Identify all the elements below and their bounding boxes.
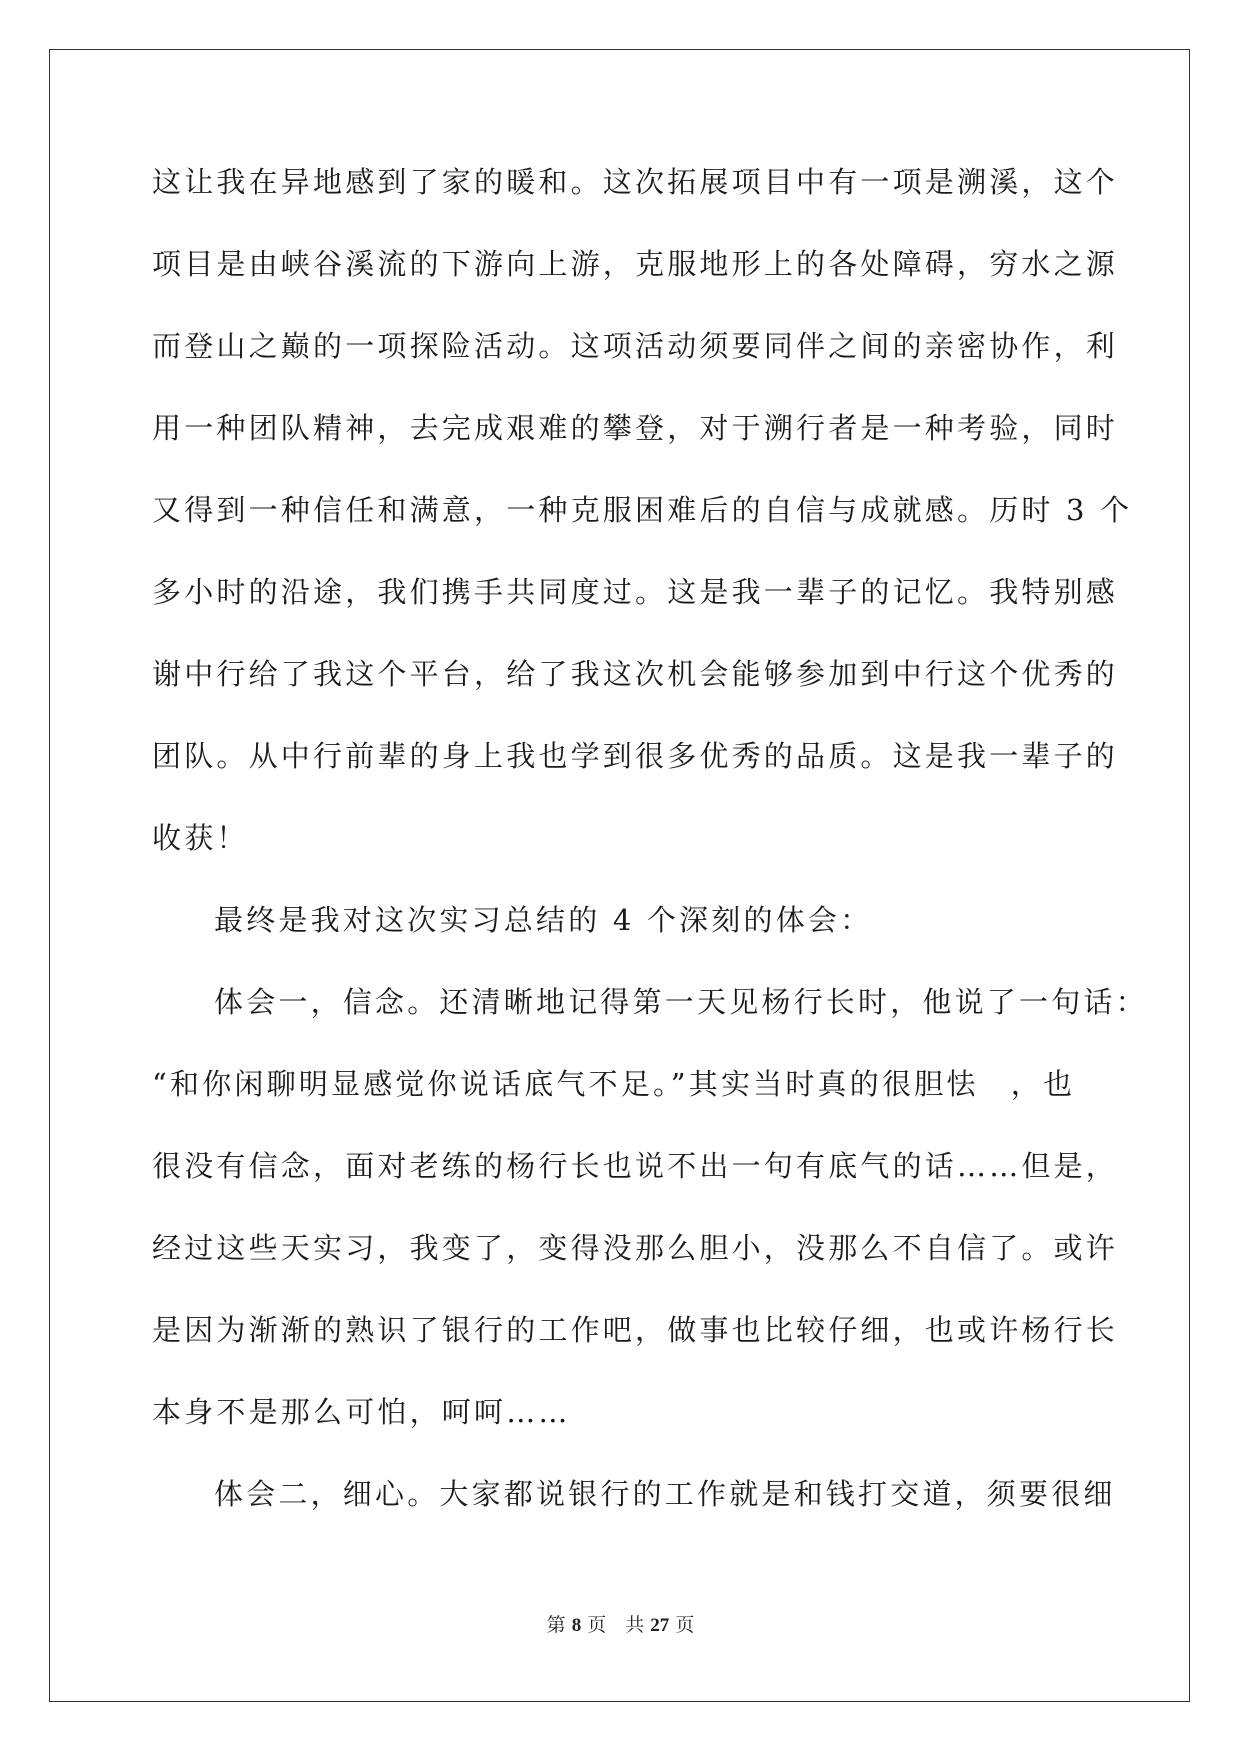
- total-pages-number: 27: [650, 1615, 670, 1636]
- text-line: 本身不是那么可怕，呵呵……: [152, 1395, 571, 1429]
- footer-suffix: 页: [675, 1614, 695, 1636]
- paragraph-start-line: 体会二，细心。大家都说银行的工作就是和钱打交道，须要很细: [214, 1477, 1116, 1511]
- page-footer: [0, 1610, 1241, 1637]
- text-line: 用一种团队精神，去完成艰难的攀登，对于溯行者是一种考验，同时: [152, 411, 1119, 445]
- text-line: 团队。从中行前辈的身上我也学到很多优秀的品质。这是我一辈子的: [152, 739, 1119, 773]
- text-line: 收获！: [152, 821, 249, 855]
- text-line: 是因为渐渐的熟识了银行的工作吧，做事也比较仔细，也或许杨行长: [152, 1313, 1119, 1347]
- text-line: 项目是由峡谷溪流的下游向上游，克服地形上的各处障碍，穷水之源: [152, 247, 1119, 281]
- text-line: 又得到一种信任和满意，一种克服困难后的自信与成就感。历时 3 个: [152, 493, 1133, 527]
- document-body: [152, 152, 1148, 1546]
- current-page-number: 8: [571, 1615, 582, 1636]
- footer-prefix: 第: [546, 1614, 566, 1636]
- text-line: “和你闲聊明显感觉你说话底气不足。”其实当时真的很胆怯 ，也: [152, 1067, 1076, 1101]
- text-line: 谢中行给了我这个平台，给了我这次机会能够参加到中行这个优秀的: [152, 657, 1119, 691]
- paragraph-start-line: 体会一，信念。还清晰地记得第一天见杨行长时，他说了一句话：: [214, 985, 1148, 1019]
- text-line: 这让我在异地感到了家的暖和。这次拓展项目中有一项是溯溪，这个: [152, 165, 1119, 199]
- text-line: 多小时的沿途，我们携手共同度过。这是我一辈子的记忆。我特别感: [152, 575, 1119, 609]
- paragraph-start-line: 最终是我对这次实习总结的 4 个深刻的体会：: [214, 903, 873, 937]
- text-line: 很没有信念，面对老练的杨行长也说不出一句有底气的话……但是，: [152, 1149, 1119, 1183]
- text-line: 而登山之巅的一项探险活动。这项活动须要同伴之间的亲密协作，利: [152, 329, 1119, 363]
- text-line: 经过这些天实习，我变了，变得没那么胆小，没那么不自信了。或许: [152, 1231, 1119, 1265]
- footer-mid: 页 共: [587, 1614, 645, 1636]
